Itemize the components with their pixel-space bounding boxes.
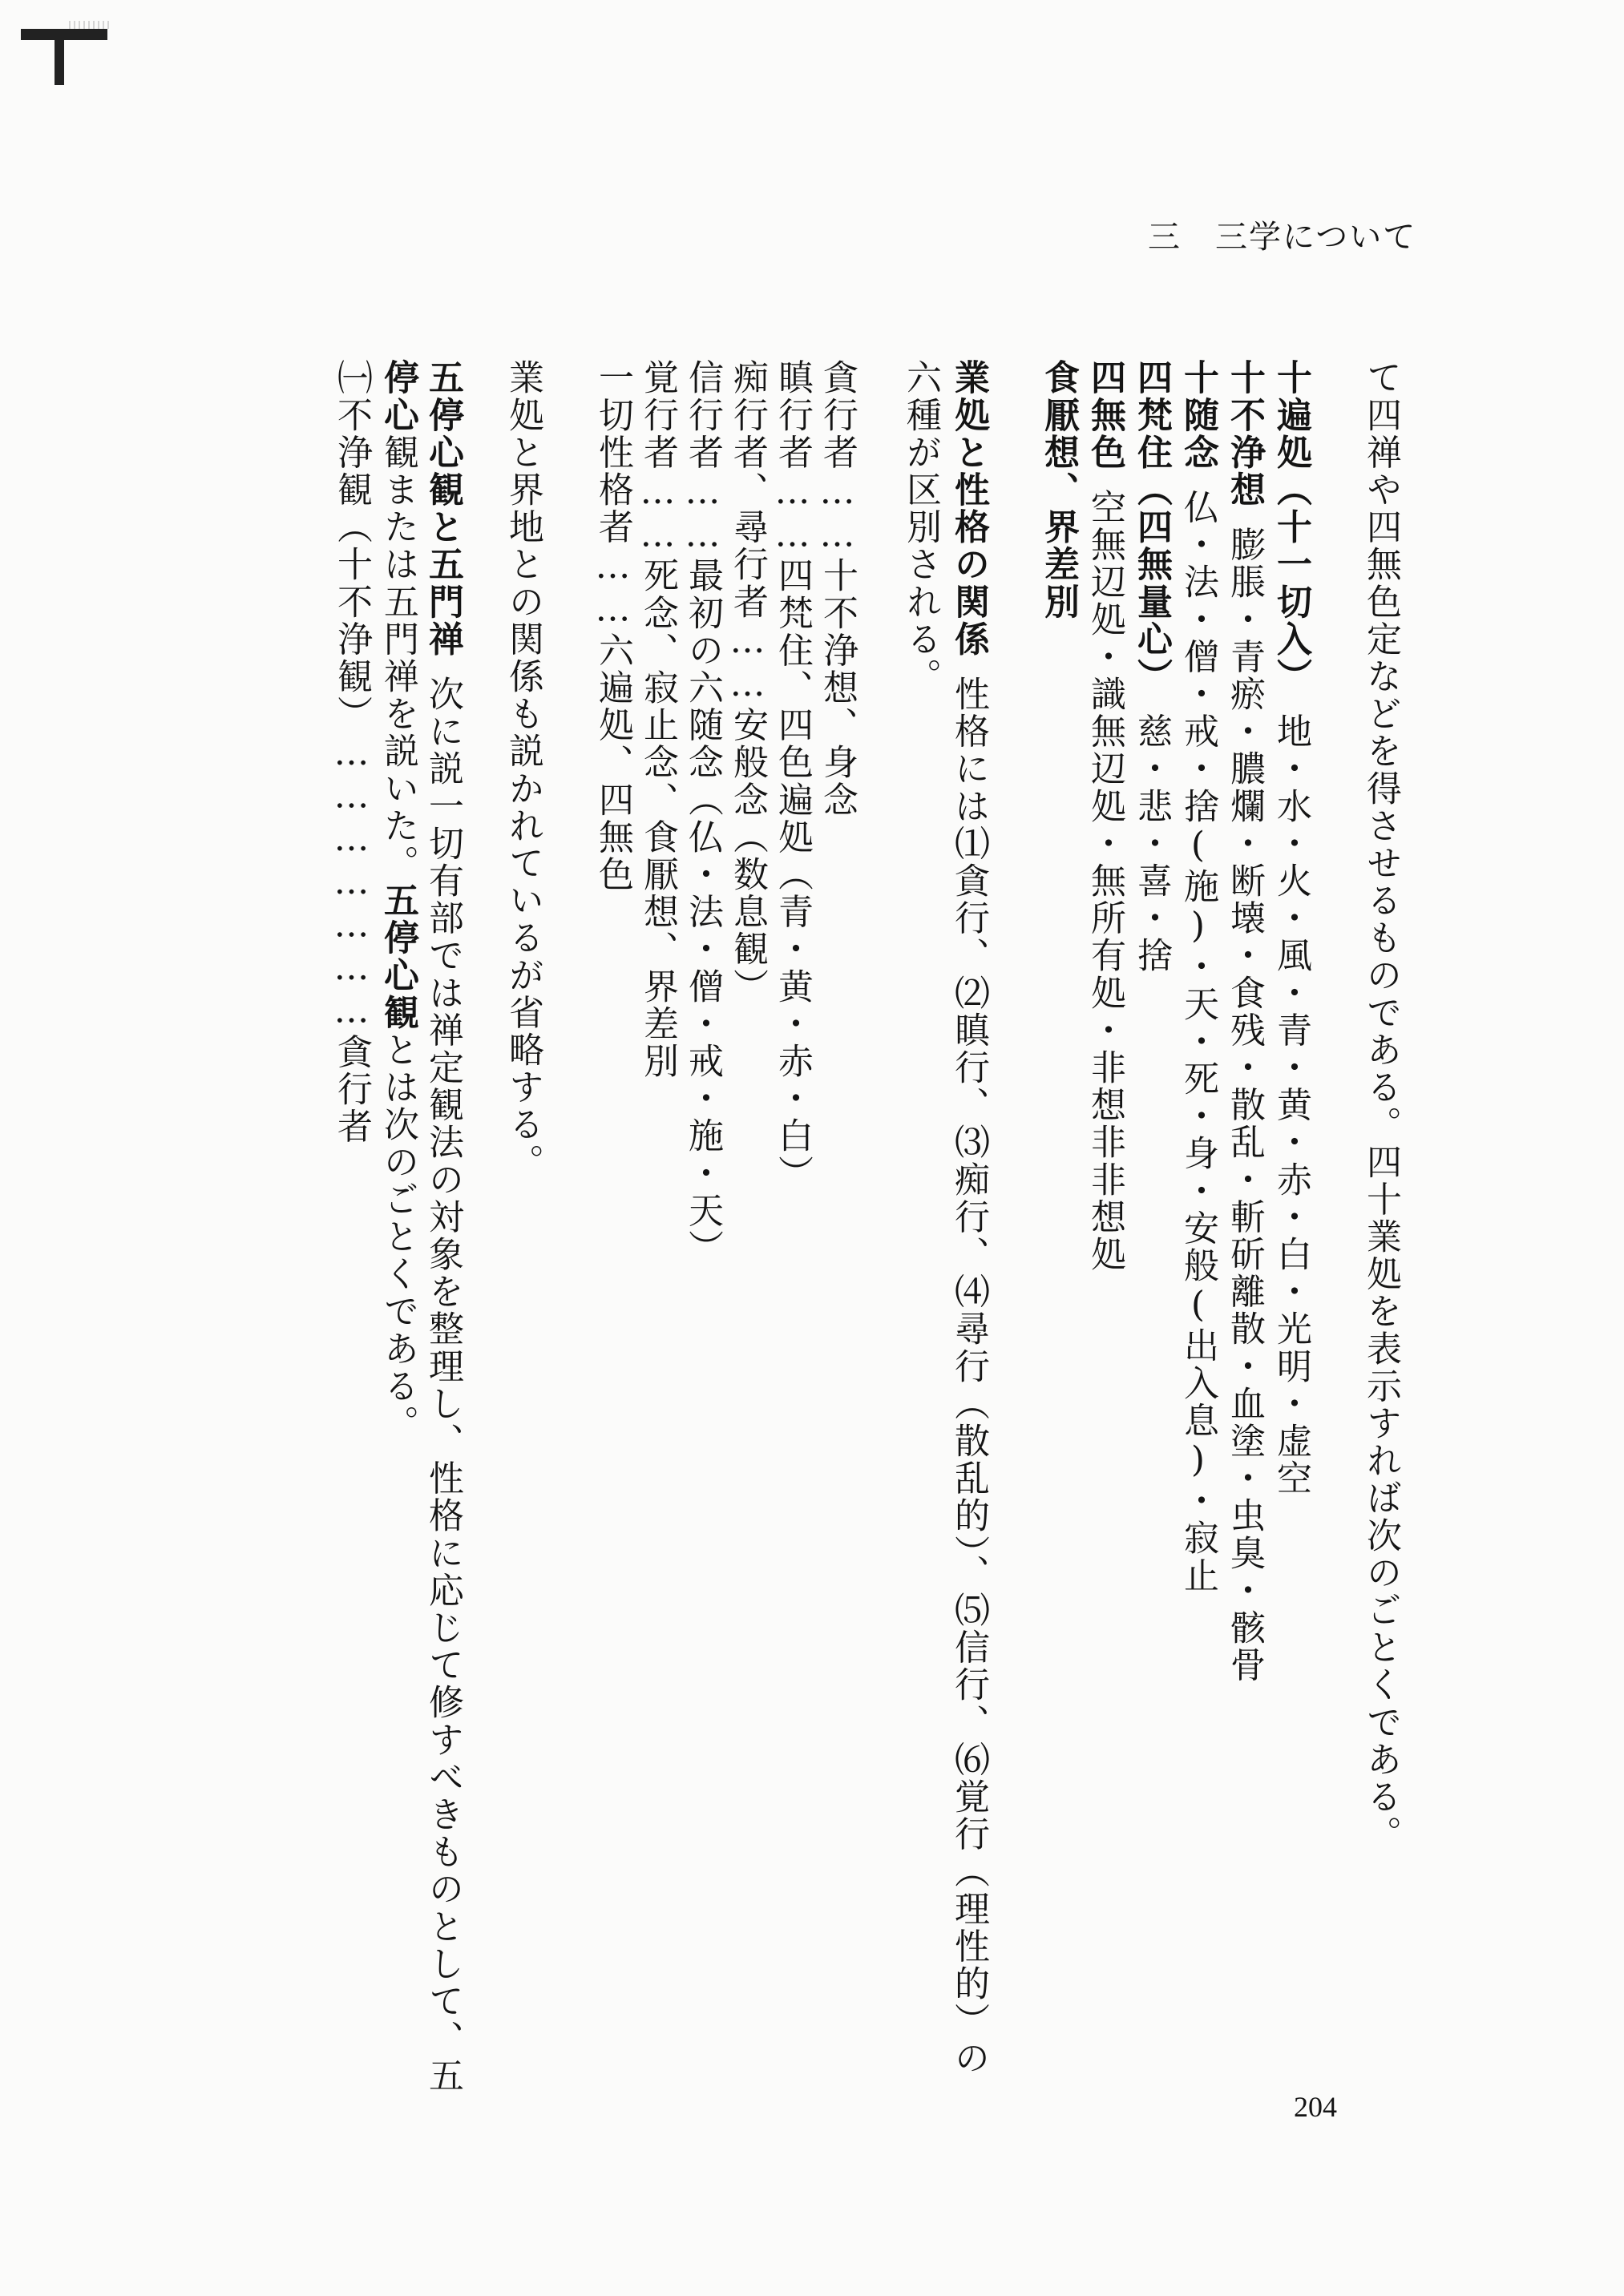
heading-term: 四無色 — [1085, 359, 1125, 471]
body-text: 地・水・火・風・青・黄・赤・白・光明・虚空 — [1271, 712, 1311, 1498]
text-column — [1271, 359, 1311, 1498]
text-column — [331, 359, 372, 1145]
body-text: 覚行者……死念、寂止念、食厭想、界差別 — [637, 359, 678, 1080]
text-column — [817, 359, 858, 819]
text-column — [422, 359, 463, 2095]
text-column — [727, 359, 768, 1006]
heading-term: 十随念 — [1178, 359, 1218, 471]
body-text: 業処と界地との関係も説かれているが省略する。 — [503, 359, 543, 1181]
heading-term: 十不浄想 — [1224, 359, 1265, 509]
body-text: 膨脹・青瘀・膿爛・断壊・食残・散乱・斬斫離散・血塗・虫臭・骸骨 — [1224, 526, 1265, 1685]
heading-term: 十遍処 — [1271, 359, 1311, 471]
text-column — [1085, 359, 1125, 1273]
body-text: とは次のごとくである。 — [378, 1031, 418, 1443]
body-text: 空無辺処・識無辺処・無所有処・非想非非想処 — [1085, 488, 1125, 1273]
text-column — [682, 359, 723, 1267]
body-text: 信行者……最初の六随念（仏・法・僧・戒・施・天） — [682, 359, 723, 1267]
text-column — [900, 359, 941, 696]
text-column — [772, 359, 813, 1192]
heading-term: 五停心観と五門禅 — [422, 359, 463, 658]
heading-term: 業処と性格の関係 — [948, 359, 989, 658]
body-text: 痴行者、尋行者……安般念（数息観） — [727, 359, 768, 1006]
text-column — [637, 359, 678, 1080]
running-header: 三 三学について — [1148, 219, 1417, 256]
heading-term: （十一切入） — [1271, 470, 1311, 696]
heading-term: 食厭想、界差別 — [1038, 359, 1079, 621]
body-text: 観または五門禅を説いた。 — [378, 434, 418, 882]
body-text: ㈠不浄観（十不浄観）…………………貪行者 — [331, 359, 372, 1145]
text-column — [1224, 359, 1265, 1685]
body-text: 貪行者……十不浄想、身念 — [817, 359, 858, 819]
heading-term: 五停心観 — [378, 882, 418, 1031]
text-column — [1131, 359, 1172, 974]
body-text: 一切性格者……六遍処、四無色 — [592, 359, 633, 894]
text-column — [592, 359, 633, 894]
scan-corner-mark — [21, 21, 109, 93]
body-text: 性格には⑴貪行、⑵瞋行、⑶痴行、⑷尋行（散乱的）、⑸信行、⑹覚行（理性的）の — [948, 675, 989, 2077]
body-text: 瞋行者……四梵住、四色遍処（青・黄・赤・白） — [772, 359, 813, 1192]
text-column — [1360, 359, 1401, 1853]
body-text: 六種が区別される。 — [900, 359, 941, 696]
body-text: て四禅や四無色定などを得させるものである。四十業処を表示すれば次のごとくである。 — [1360, 359, 1401, 1853]
heading-term: 停心 — [378, 359, 418, 434]
heading-term: （四無量心） — [1131, 470, 1172, 696]
text-column — [948, 359, 989, 2077]
body-text: 次に説一切有部では禅定観法の対象を整理し、性格に応じて修すべきものとして、五 — [422, 675, 463, 2095]
text-column — [503, 359, 543, 1181]
body-text: 仏・法・僧・戒・捨(施)・天・死・身・安般(出入息)・寂止 — [1178, 488, 1218, 1595]
text-column — [378, 359, 418, 1443]
page-number: 204 — [1294, 2091, 1337, 2123]
text-column — [1178, 359, 1218, 1595]
text-column — [1038, 359, 1079, 621]
body-text: 慈・悲・喜・捨 — [1131, 712, 1172, 974]
heading-term: 四梵住 — [1131, 359, 1172, 471]
